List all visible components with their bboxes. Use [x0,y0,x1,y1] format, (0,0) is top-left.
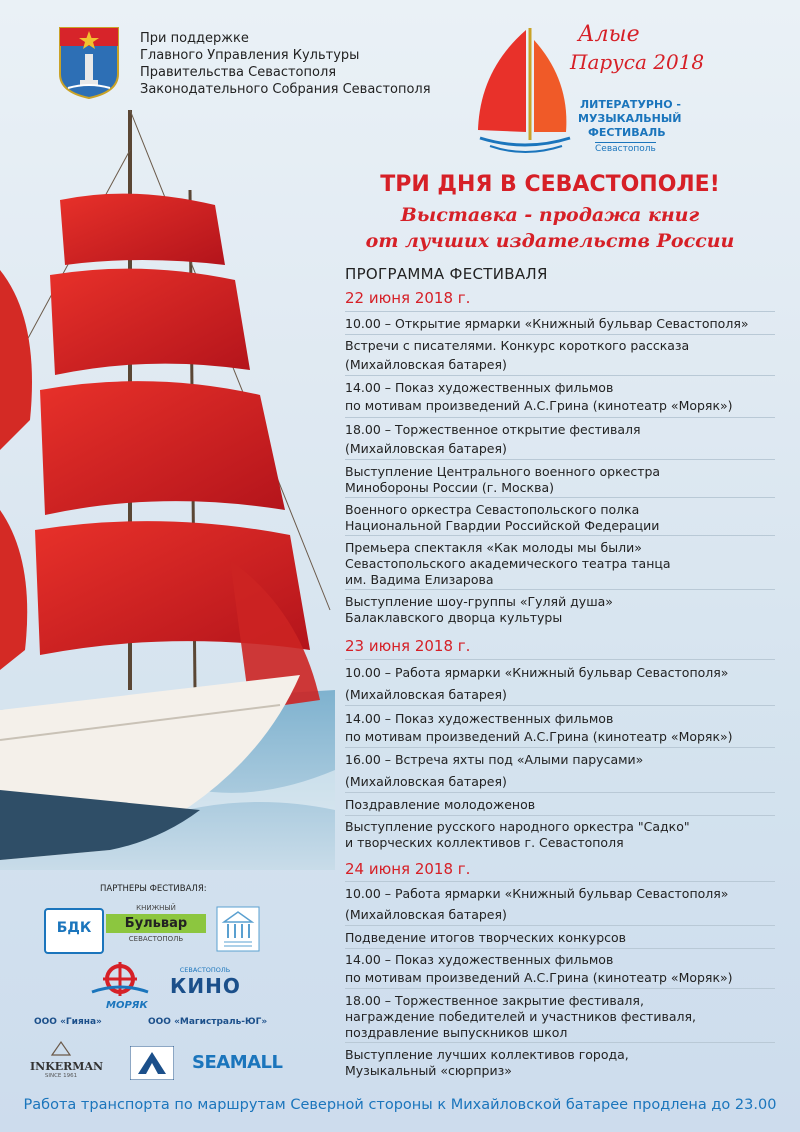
event-line: 18.00 – Торжественное открытие фестиваля [345,422,641,437]
divider [345,659,775,660]
bdk-logo-text: БДК [56,920,92,936]
partners-title: ПАРТНЕРЫ ФЕСТИВАЛЯ: [100,884,207,894]
event-line: (Михайловская батарея) [345,907,507,922]
inkerman-logo [30,1040,104,1079]
event-line: (Михайловская батарея) [345,687,507,702]
support-line-4: Законодательного Собрания Севастополя [140,82,431,97]
ship-painting [0,90,335,870]
partners-block [30,880,320,1100]
divider [345,311,775,312]
divider [345,988,775,989]
divider [345,417,775,418]
event-line: (Михайловская батарея) [345,357,507,372]
moryak-text: МОРЯК [106,1000,148,1011]
moryak-cinema-logo [90,962,160,1010]
divider [345,925,775,926]
event-line: (Михайловская батарея) [345,441,507,456]
event-line: 16.00 – Встреча яхты под «Алыми парусами» [345,752,644,767]
divider [345,948,775,949]
library-building-icon [216,906,260,952]
divider [345,881,775,882]
event-line: Национальной Гвардии Российской Федерации [345,518,660,533]
bdk-logo [44,908,104,954]
support-line-3: Правительства Севастополя [140,65,337,80]
bulvar-logo-main: Бульвар [106,914,206,933]
event-line: Встречи с писателями. Конкурс короткого рассказа [345,338,690,353]
divider [345,535,775,536]
festival-logo [470,20,705,170]
event-line: 14.00 – Показ художественных фильмов [345,711,614,726]
day-1-date: 22 июня 2018 г. [345,289,471,307]
day-2-date: 23 июня 2018 г. [345,637,471,655]
event-line: 10.00 – Работа ярмарки «Книжный бульвар Севастополя» [345,665,729,680]
subtitle-2: от лучших издательств России [365,230,735,252]
event-line: Поздравление молодоженов [345,797,536,812]
inkerman-since: SINCE 1961 [44,1073,78,1079]
divider [345,459,775,460]
transport-notice: Работа транспорта по маршрутам Северной стороны к Михайловской батарее продлена до 23.00 [23,1097,777,1113]
divider [345,747,775,748]
logo-sub-1: ЛИТЕРАТУРНО - [580,98,681,111]
magistral-logo-icon [130,1046,174,1080]
event-line: Выступление лучших коллективов города, [345,1047,629,1062]
divider [345,815,775,816]
seamall-logo: SEAMALL [192,1052,283,1073]
event-line: Выступление шоу-группы «Гуляй душа» [345,594,613,609]
inkerman-emblem-icon [30,1040,92,1056]
logo-script-line-1: Алые [578,22,640,47]
kino-logo-top: СЕВАСТОПОЛЬ [179,966,231,974]
subtitle-1: Выставка - продажа книг [400,204,700,226]
event-line: по мотивам произведений А.С.Грина (кинотеатр «Моряк») [345,970,733,985]
magistral-name: ООО «Магистраль-ЮГ» [148,1017,268,1027]
bulvar-logo [106,904,206,952]
event-line: 10.00 – Открытие ярмарки «Книжный бульвар Севастополя» [345,316,749,331]
support-line-1: При поддержке [140,31,249,46]
event-line: по мотивам произведений А.С.Грина (кинотеатр «Моряк») [345,729,733,744]
kino-logo [170,966,240,998]
event-line: Севастопольского академического театра танца [345,556,671,571]
event-line: Военного оркестра Севастопольского полка [345,502,640,517]
event-line: награждение победителей и участников фестиваля, [345,1009,696,1024]
divider [345,792,775,793]
event-line: Премьера спектакля «Как молоды мы были» [345,540,642,555]
giyana-name: ООО «Гияна» [34,1017,102,1027]
event-line: поздравление выпускников школ [345,1025,568,1040]
inkerman-text: INKERMAN [30,1060,104,1073]
divider [345,705,775,706]
kino-logo-main: КИНО [170,974,241,998]
event-line: 14.00 – Показ художественных фильмов [345,952,614,967]
event-line: 18.00 – Торжественное закрытие фестиваля, [345,993,644,1008]
event-line: им. Вадима Елизарова [345,572,494,587]
event-line: Выступление Центрального военного оркестра [345,464,661,479]
event-line: Балаклавского дворца культуры [345,610,563,625]
event-line: (Михайловская батарея) [345,774,507,789]
event-line: 14.00 – Показ художественных фильмов [345,380,614,395]
event-line: 10.00 – Работа ярмарки «Книжный бульвар Севастополя» [345,886,729,901]
event-line: Подведение итогов творческих конкурсов [345,930,627,945]
bulvar-logo-bottom: СЕВАСТОПОЛЬ [128,935,184,943]
divider [345,497,775,498]
ship-wheel-icon [90,962,150,996]
event-line: по мотивам произведений А.С.Грина (кинотеатр «Моряк») [345,398,733,413]
event-line: Выступление русского народного оркестра "Садко" [345,819,690,834]
event-line: Минобороны России (г. Москва) [345,480,554,495]
sailboat-icon [470,20,580,165]
logo-sub-3: ФЕСТИВАЛЬ [588,126,666,139]
bulvar-logo-top: КНИЖНЫЙ [136,904,176,912]
day-3-date: 24 июня 2018 г. [345,860,471,878]
event-line: Музыкальный «сюрприз» [345,1063,512,1078]
divider [345,589,775,590]
divider [345,334,775,335]
logo-city: Севастополь [595,144,656,154]
divider [345,1042,775,1043]
main-title: ТРИ ДНЯ В СЕВАСТОПОЛЕ! [380,172,720,197]
logo-script-line-2: Паруса 2018 [570,50,705,74]
event-line: и творческих коллективов г. Севастополя [345,835,624,850]
logo-sub-2: МУЗЫКАЛЬНЫЙ [578,112,682,125]
sevastopol-coat-of-arms-icon [58,26,120,100]
program-title: ПРОГРАММА ФЕСТИВАЛЯ [345,265,548,283]
support-line-2: Главного Управления Культуры [140,48,360,63]
divider [345,375,775,376]
